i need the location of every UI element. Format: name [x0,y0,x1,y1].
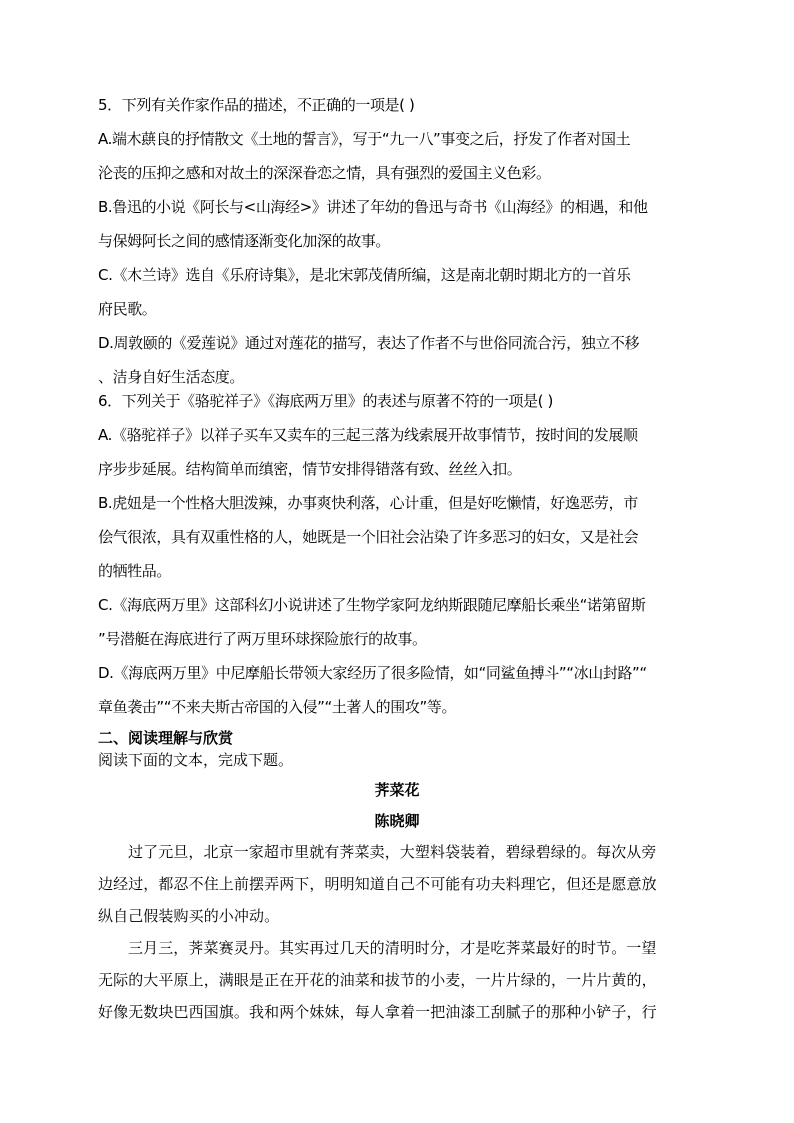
question-5-option-c-line-1: C.《木兰诗》选自《乐府诗集》，是北宋郭茂倩所编，这是南北朝时期北方的一首乐 [98,266,631,284]
essay-paragraph-1-line-1: 过了元旦，北京一家超市里就有荠菜卖，大塑料袋装着，碧绿碧绿的。每次从旁 [128,843,657,861]
question-6-option-d-line-2: 章鱼袭击”“不来夫斯古帝国的入侵”“土著人的围攻”等。 [98,698,457,716]
question-5-option-a-line-1: A.端木蕻良的抒情散文《土地的誓言》，写于“九一八”事变之后，抒发了作者对国土 [98,130,631,148]
question-6-option-a-line-2: 序步步延展。结构简单而缜密，情节安排得错落有致、丝丝入扣。 [98,460,522,478]
question-5-option-a-line-2: 沦丧的压抑之感和对故土的深深眷恋之情，具有强烈的爱国主义色彩。 [98,164,551,182]
question-6-option-d-line-1: D.《海底两万里》中尼摩船长带领大家经历了很多险情，如“同鲨鱼搏斗”“冰山封路”“ [98,664,647,682]
question-6-option-a-line-1: A.《骆驼祥子》以祥子买车又卖车的三起三落为线索展开故事情节，按时间的发展顺 [98,426,638,444]
question-5 [98,88,702,394]
question-6 [98,384,702,724]
section-heading: 二、阅读理解与欣赏 [98,729,234,747]
essay-paragraph-1-line-2: 边经过，都忍不住上前摆弄两下，明明知道自己不可能有功夫料理它，但还是愿意放 [98,875,657,893]
question-6-option-b-line-1: B.虎妞是一个性格大胆泼辣，办事爽快利落，心计重，但是好吃懒情，好逸恶劳，市 [98,494,638,512]
essay-paragraph-2-line-1: 三月三，荠菜赛灵丹。其实再过几天的清明时分，才是吃荠菜最好的时节。一望 [128,939,657,957]
question-5-option-b-line-2: 与保姆阿长之间的感情逐渐变化加深的故事。 [98,232,391,250]
question-5-stem: 5．下列有关作家作品的描述，不正确的一项是( ) [98,96,415,114]
essay-body [98,836,702,1028]
question-5-option-d-line-1: D.周敦颐的《爱莲说》通过对莲花的描写，表达了作者不与世俗同流合污，独立不移 [98,334,640,352]
question-6-stem: 6．下列关于《骆驼祥子》《海底两万里》的表述与原著不符的一项是( ) [98,392,553,410]
question-6-option-c-line-2: ”号潜艇在海底进行了两万里环球探险旅行的故事。 [98,630,427,648]
question-6-option-c-line-1: C.《海底两万里》这部科幻小说讲述了生物学家阿龙纳斯跟随尼摩船长乘坐“诺第留斯 [98,596,646,614]
essay-author: 陈晓卿 [374,812,420,830]
question-6-option-b-line-2: 侩气很浓，具有双重性格的人，她既是一个旧社会沾染了许多恶习的妇女，又是社会 [98,528,639,546]
essay-paragraph-2-line-3: 好像无数块巴西国旗。我和两个妹妹，每人拿着一把油漆工刮腻子的那种小铲子，行 [98,1003,657,1021]
essay-title: 荠菜花 [374,781,420,799]
question-5-option-c-line-2: 府民歌。 [98,300,157,318]
question-6-option-b-line-3: 的牺牲品。 [98,562,172,580]
question-5-option-b-line-1: B.鲁迅的小说《阿长与<山海经>》讲述了年幼的鲁迅与奇书《山海经》的相遇，和他 [98,198,648,216]
section-instruction: 阅读下面的文本，完成下题。 [98,751,294,769]
essay-paragraph-2-line-2: 无际的大平原上，满眼是正在开花的油菜和拔节的小麦，一片片绿的，一片片黄的， [98,971,657,989]
essay-paragraph-1-line-3: 纵自己假装购买的小冲动。 [98,907,280,925]
question-5-option-d-line-2: 、洁身自好生活态度。 [98,368,245,386]
